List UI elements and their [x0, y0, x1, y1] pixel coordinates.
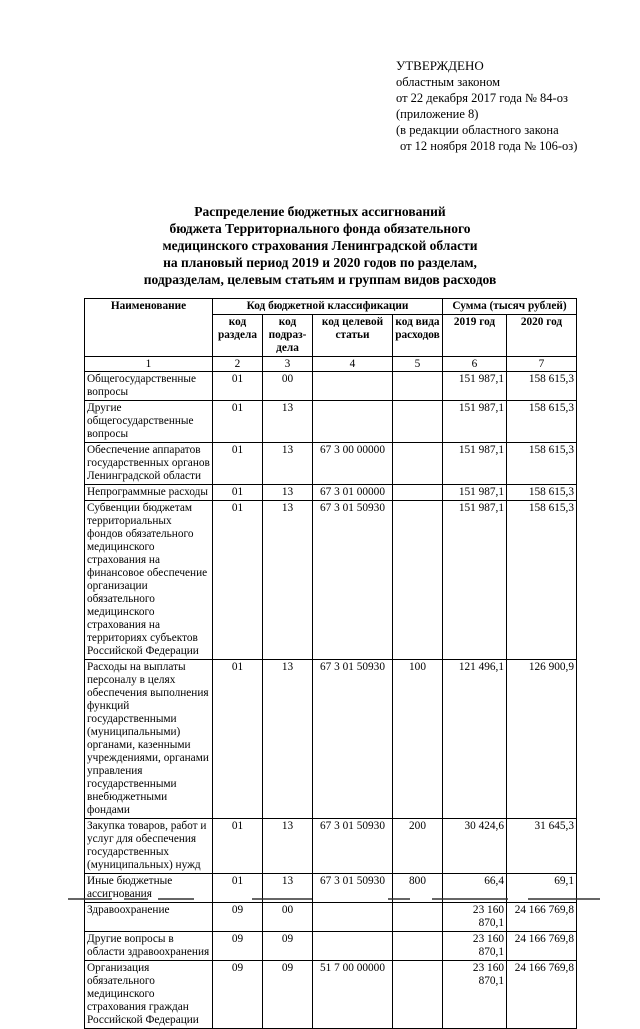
table-row — [85, 932, 577, 961]
header-2020: 2020 год — [507, 315, 577, 357]
cell-2020: 24 166 769,8 — [507, 903, 577, 932]
approval-line: от 22 декабря 2017 года № 84-оз — [396, 91, 568, 105]
cell-name: Субвенции бюджетам территориальных фондов обязательного медицинского страхования на финансовое обеспечение организации обязательного медицинского страхования на территориях субъектов Российской Федерации — [85, 501, 213, 660]
column-number: 6 — [443, 357, 507, 372]
cell-section: 09 — [213, 961, 263, 1029]
cell-expense-type — [393, 501, 443, 660]
cell-section: 01 — [213, 401, 263, 443]
cell-subsection: 13 — [263, 485, 313, 501]
scan-edge-marks — [0, 893, 640, 905]
cell-section: 01 — [213, 485, 263, 501]
cell-section: 01 — [213, 372, 263, 401]
cell-target — [313, 401, 393, 443]
cell-2019: 151 987,1 — [443, 443, 507, 485]
column-number: 1 — [85, 357, 213, 372]
cell-2019: 121 496,1 — [443, 660, 507, 819]
cell-section: 01 — [213, 501, 263, 660]
cell-expense-type — [393, 401, 443, 443]
cell-section: 01 — [213, 660, 263, 819]
budget-table — [84, 298, 577, 1029]
approval-line: областным законом — [396, 75, 501, 89]
approval-title: УТВЕРЖДЕНО — [396, 58, 484, 73]
cell-target — [313, 903, 393, 932]
cell-section: 01 — [213, 443, 263, 485]
cell-subsection: 09 — [263, 932, 313, 961]
title-line: на плановый период 2019 и 2020 годов по разделам, — [163, 255, 477, 270]
header-code-group: Код бюджетной классификации — [213, 299, 443, 315]
cell-2019: 30 424,6 — [443, 819, 507, 874]
cell-2019: 23 160 870,1 — [443, 932, 507, 961]
cell-expense-type — [393, 443, 443, 485]
cell-section: 09 — [213, 903, 263, 932]
approval-line: (в редакции областного закона — [396, 123, 559, 137]
cell-2019: 151 987,1 — [443, 401, 507, 443]
cell-name: Другие вопросы в области здравоохранения — [85, 932, 213, 961]
table-row — [85, 372, 577, 401]
column-number: 4 — [313, 357, 393, 372]
cell-expense-type — [393, 485, 443, 501]
table-row — [85, 443, 577, 485]
table-row — [85, 501, 577, 660]
cell-2020: 24 166 769,8 — [507, 961, 577, 1029]
cell-2020: 158 615,3 — [507, 443, 577, 485]
cell-subsection: 13 — [263, 443, 313, 485]
cell-expense-type — [393, 932, 443, 961]
cell-2019: 23 160 870,1 — [443, 961, 507, 1029]
cell-section: 01 — [213, 874, 263, 903]
column-number: 3 — [263, 357, 313, 372]
document-title — [60, 203, 580, 288]
cell-target: 67 3 01 50930 — [313, 819, 393, 874]
cell-2020: 158 615,3 — [507, 501, 577, 660]
title-line: Распределение бюджетных ассигнований — [194, 204, 446, 219]
cell-target: 67 3 01 00000 — [313, 485, 393, 501]
cell-name: Здравоохранение — [85, 903, 213, 932]
cell-subsection: 13 — [263, 819, 313, 874]
cell-2019: 151 987,1 — [443, 372, 507, 401]
cell-name: Обеспечение аппаратов государственных органов Ленинградской области — [85, 443, 213, 485]
cell-2019: 23 160 870,1 — [443, 903, 507, 932]
table-row — [85, 485, 577, 501]
cell-name: Иные бюджетные ассигнования — [85, 874, 213, 903]
title-line: подразделам, целевым статьям и группам видов расходов — [143, 272, 497, 287]
cell-subsection: 13 — [263, 401, 313, 443]
cell-target — [313, 372, 393, 401]
header-expense-type: код вида расходов — [393, 315, 443, 357]
cell-2020: 158 615,3 — [507, 401, 577, 443]
column-number: 2 — [213, 357, 263, 372]
cell-target — [313, 932, 393, 961]
header-sum-group: Сумма (тысяч рублей) — [443, 299, 577, 315]
cell-expense-type: 200 — [393, 819, 443, 874]
cell-name: Организация обязательного медицинского страхования граждан Российской Федерации — [85, 961, 213, 1029]
title-line: бюджета Территориального фонда обязательного — [169, 221, 471, 236]
cell-name: Закупка товаров, работ и услуг для обеспечения государственных (муниципальных) нужд — [85, 819, 213, 874]
cell-expense-type: 800 — [393, 874, 443, 903]
approval-stamp — [396, 58, 577, 154]
table-row — [85, 961, 577, 1029]
cell-2019: 66,4 — [443, 874, 507, 903]
cell-target: 67 3 01 50930 — [313, 501, 393, 660]
column-number-row — [85, 357, 577, 372]
cell-target: 67 3 00 00000 — [313, 443, 393, 485]
cell-target: 67 3 01 50930 — [313, 660, 393, 819]
column-number: 5 — [393, 357, 443, 372]
cell-2020: 126 900,9 — [507, 660, 577, 819]
cell-expense-type — [393, 903, 443, 932]
cell-subsection: 13 — [263, 874, 313, 903]
cell-expense-type: 100 — [393, 660, 443, 819]
cell-subsection: 00 — [263, 903, 313, 932]
header-2019: 2019 год — [443, 315, 507, 357]
cell-name: Общегосударственные вопросы — [85, 372, 213, 401]
cell-subsection: 13 — [263, 501, 313, 660]
cell-2020: 158 615,3 — [507, 372, 577, 401]
column-number: 7 — [507, 357, 577, 372]
header-subsection: код подраз-дела — [263, 315, 313, 357]
cell-2019: 151 987,1 — [443, 485, 507, 501]
cell-expense-type — [393, 961, 443, 1029]
table-row — [85, 903, 577, 932]
cell-target: 67 3 01 50930 — [313, 874, 393, 903]
header-name: Наименование — [85, 299, 213, 357]
table-row — [85, 660, 577, 819]
cell-name: Непрограммные расходы — [85, 485, 213, 501]
cell-2019: 151 987,1 — [443, 501, 507, 660]
cell-name: Другие общегосударственные вопросы — [85, 401, 213, 443]
cell-section: 01 — [213, 819, 263, 874]
cell-subsection: 09 — [263, 961, 313, 1029]
header-target: код целевой статьи — [313, 315, 393, 357]
cell-target: 51 7 00 00000 — [313, 961, 393, 1029]
cell-subsection: 13 — [263, 660, 313, 819]
cell-2020: 69,1 — [507, 874, 577, 903]
cell-section: 09 — [213, 932, 263, 961]
approval-line: (приложение 8) — [396, 107, 479, 121]
table-row — [85, 819, 577, 874]
cell-expense-type — [393, 372, 443, 401]
cell-2020: 158 615,3 — [507, 485, 577, 501]
cell-2020: 31 645,3 — [507, 819, 577, 874]
cell-2020: 24 166 769,8 — [507, 932, 577, 961]
cell-subsection: 00 — [263, 372, 313, 401]
title-line: медицинского страхования Ленинградской области — [162, 238, 478, 253]
cell-name: Расходы на выплаты персоналу в целях обеспечения выполнения функций государственными (муниципальными) органами, казенными учреждениями, органами управления государственными внебюджетными фондами — [85, 660, 213, 819]
approval-line: от 12 ноября 2018 года № 106-оз) — [400, 139, 578, 153]
header-section: код раздела — [213, 315, 263, 357]
table-row — [85, 401, 577, 443]
